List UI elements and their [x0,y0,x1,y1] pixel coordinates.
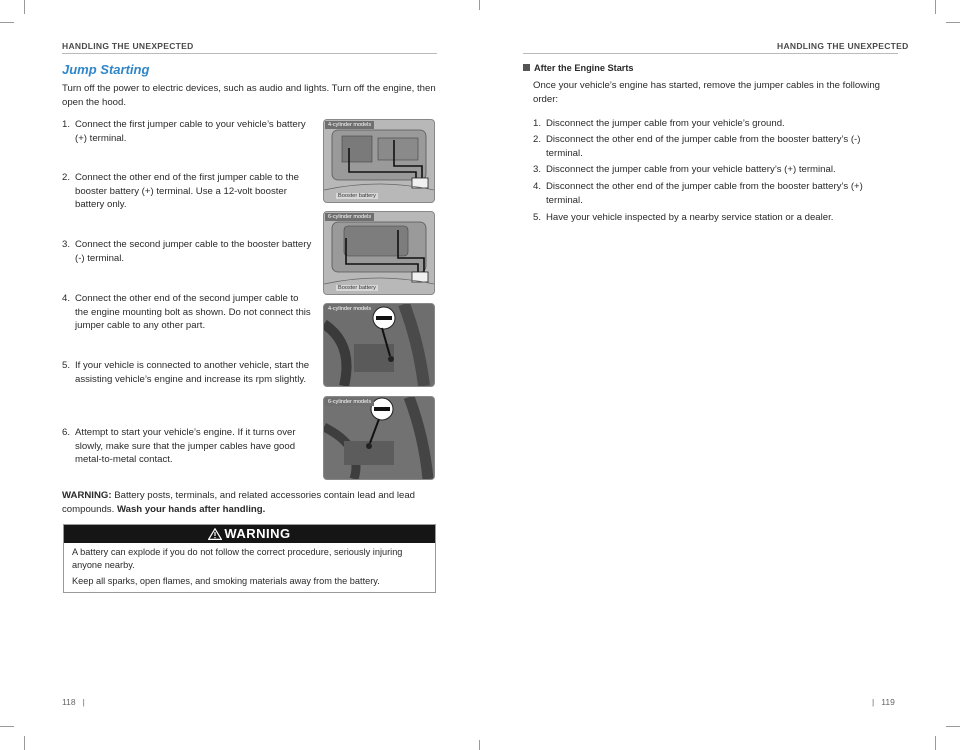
warning-title: WARNING [224,526,291,541]
engine-bay-illustration [324,212,434,294]
step-number: 3. [62,239,71,250]
step-text: Connect the other end of the second jumper cable to the engine mounting bolt as shown. Do not connect this jumper cable to any other part. [75,293,311,331]
step-item [62,359,312,386]
warning-line: Keep all sparks, open flames, and smoking materials away from the battery. [72,576,380,586]
head-rule-right [523,53,898,54]
step-number: 4. [62,293,71,304]
crop-mark [479,0,480,10]
step-text: Disconnect the other end of the jumper cable from the booster battery’s (+) terminal. [546,181,863,206]
step-number: 1. [533,118,542,129]
step-number: 2. [62,172,71,183]
figure-engine-6cyl-booster [323,211,435,295]
subheading: After the Engine Starts [523,63,634,73]
figure-tag: 4-cylinder models [325,121,374,129]
running-head-left: HANDLING THE UNEXPECTED [62,41,194,51]
crop-mark [0,726,14,727]
figure-tag: 4-cylinder models [325,305,374,313]
crop-mark [24,736,25,750]
running-head-right: HANDLING THE UNEXPECTED [777,41,909,51]
step-number: 5. [533,212,542,223]
engine-bay-illustration [324,120,434,202]
square-bullet-icon [523,64,530,71]
ground-bolt-photo [324,304,434,386]
figure-tag: 6-cylinder models [325,398,374,406]
step-text: Disconnect the jumper cable from your vehicle battery’s (+) terminal. [546,164,836,175]
crop-mark [935,0,936,14]
warning-triangle-icon [208,527,222,545]
warning-bar [64,525,435,543]
step-item [62,171,312,212]
step-number: 2. [533,134,542,145]
crop-mark [946,726,960,727]
warning-note [62,489,437,516]
step-item [62,292,312,333]
step-number: 6. [62,427,71,438]
crop-mark [24,0,25,14]
crop-mark [479,740,480,750]
crop-mark [946,22,960,23]
step-item [533,180,893,208]
page-number-right: | 119 [872,697,895,707]
step-number: 4. [533,181,542,192]
step-text: Have your vehicle inspected by a nearby service station or a dealer. [546,212,834,223]
step-text: Connect the first jumper cable to your vehicle’s battery (+) terminal. [75,119,306,144]
step-text: Attempt to start your vehicle’s engine. If it turns over slowly, make sure that the jumper cables have good metal-to-metal contact. [75,427,296,465]
step-text: Connect the other end of the first jumper cable to the booster battery (+) terminal. Use a 12-volt booster battery only. [75,172,299,210]
step-item [62,426,312,467]
warning-body [64,543,435,588]
step-number: 1. [62,119,71,130]
step-number: 3. [533,164,542,175]
step-item [533,211,893,225]
figure-caption: Booster battery [338,285,376,291]
warning-note-emphasis: Wash your hands after handling. [116,503,266,515]
figure-engine-4cyl-booster [323,119,435,203]
warning-box [63,524,436,593]
intro-paragraph: Turn off the power to electric devices, such as audio and lights. Turn off the engine, then open the hood. [62,83,436,108]
warning-note-label: WARNING: [62,490,112,501]
page-number-left: 118 | [62,697,85,707]
step-item [62,118,312,145]
step-item [533,133,893,161]
step-number: 5. [62,360,71,371]
step-item [62,238,312,265]
step-item [533,163,893,177]
figure-tag: 6-cylinder models [325,213,374,221]
figure-ground-bolt-6cyl [323,396,435,480]
figure-caption: Booster battery [338,193,376,199]
warning-note-text: Battery posts, terminals, and related accessories contain lead and lead compounds. [62,490,416,515]
crop-mark [935,736,936,750]
step-item [533,117,893,131]
crop-mark [0,22,14,23]
step-text: Connect the second jumper cable to the booster battery (-) terminal. [75,239,312,264]
figure-ground-bolt-4cyl [323,303,435,387]
section-title: Jump Starting [62,62,150,77]
step-text: Disconnect the other end of the jumper cable from the booster battery’s (-) terminal. [546,134,861,159]
ground-bolt-photo [324,397,434,479]
warning-line: A battery can explode if you do not follow the correct procedure, seriously injuring anyone nearby. [72,547,403,570]
after-intro-paragraph: Once your vehicle’s engine has started, remove the jumper cables in the following order: [533,80,880,105]
head-rule-left [62,53,437,54]
step-text: Disconnect the jumper cable from your vehicle’s ground. [546,118,785,129]
step-text: If your vehicle is connected to another vehicle, start the assisting vehicle’s engine and increase its rpm slightly. [75,360,310,385]
